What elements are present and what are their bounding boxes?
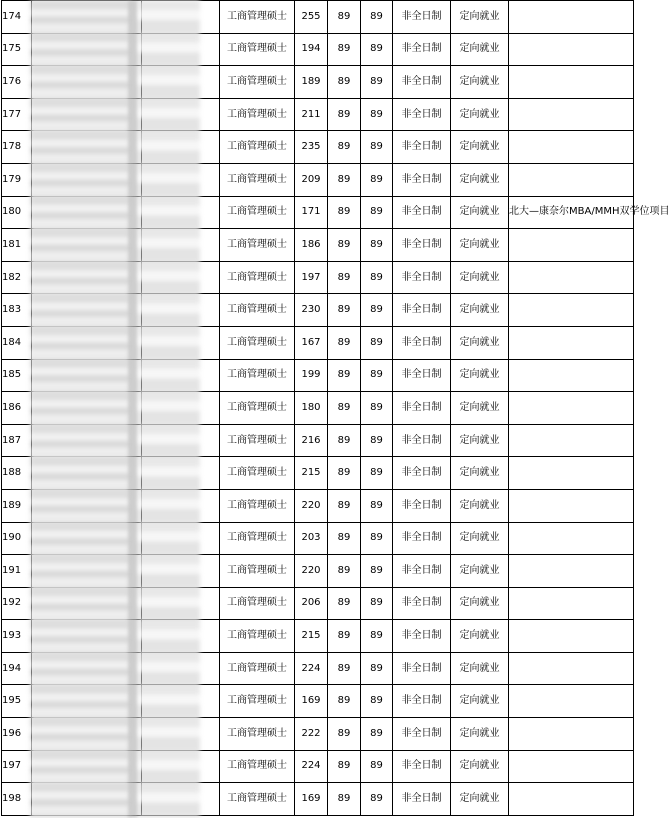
row-number-cell: 192 xyxy=(2,587,32,620)
row-number-cell: 190 xyxy=(2,522,32,555)
score-cell: 186 xyxy=(295,229,328,262)
major-cell: 工商管理硕士 xyxy=(220,457,295,490)
line-score-1-cell: 89 xyxy=(328,261,361,294)
table-row xyxy=(2,750,634,783)
line-score-1-cell: 89 xyxy=(328,392,361,425)
table-row xyxy=(2,522,634,555)
name-cell-redacted xyxy=(32,685,142,718)
line-score-1-cell: 89 xyxy=(328,294,361,327)
note-cell xyxy=(509,131,634,164)
major-cell: 工商管理硕士 xyxy=(220,489,295,522)
score-cell: 206 xyxy=(295,587,328,620)
name-cell-redacted xyxy=(32,229,142,262)
note-cell xyxy=(509,424,634,457)
score-cell: 224 xyxy=(295,750,328,783)
plan-type-cell: 定向就业 xyxy=(451,196,509,229)
study-type-cell: 非全日制 xyxy=(393,131,451,164)
study-type-cell: 非全日制 xyxy=(393,718,451,751)
major-cell: 工商管理硕士 xyxy=(220,326,295,359)
plan-type-cell: 定向就业 xyxy=(451,424,509,457)
row-number-cell: 181 xyxy=(2,229,32,262)
table-row xyxy=(2,163,634,196)
plan-type-cell: 定向就业 xyxy=(451,489,509,522)
line-score-1-cell: 89 xyxy=(328,457,361,490)
table-row xyxy=(2,392,634,425)
major-cell: 工商管理硕士 xyxy=(220,98,295,131)
table-row xyxy=(2,294,634,327)
score-cell: 169 xyxy=(295,783,328,816)
table-row xyxy=(2,457,634,490)
table-row xyxy=(2,98,634,131)
line-score-1-cell: 89 xyxy=(328,489,361,522)
study-type-cell: 非全日制 xyxy=(393,783,451,816)
name-cell-redacted xyxy=(32,196,142,229)
id-cell-redacted xyxy=(142,392,220,425)
score-cell: 215 xyxy=(295,620,328,653)
id-cell-redacted xyxy=(142,66,220,99)
plan-type-cell: 定向就业 xyxy=(451,66,509,99)
name-cell-redacted xyxy=(32,652,142,685)
score-cell: 235 xyxy=(295,131,328,164)
line-score-2-cell: 89 xyxy=(361,66,393,99)
plan-type-cell: 定向就业 xyxy=(451,555,509,588)
name-cell-redacted xyxy=(32,392,142,425)
study-type-cell: 非全日制 xyxy=(393,359,451,392)
study-type-cell: 非全日制 xyxy=(393,489,451,522)
name-cell-redacted xyxy=(32,359,142,392)
table-row xyxy=(2,131,634,164)
study-type-cell: 非全日制 xyxy=(393,33,451,66)
note-cell xyxy=(509,685,634,718)
plan-type-cell: 定向就业 xyxy=(451,131,509,164)
major-cell: 工商管理硕士 xyxy=(220,196,295,229)
id-cell-redacted xyxy=(142,424,220,457)
name-cell-redacted xyxy=(32,294,142,327)
name-cell-redacted xyxy=(32,1,142,34)
id-cell-redacted xyxy=(142,33,220,66)
score-cell: 220 xyxy=(295,489,328,522)
study-type-cell: 非全日制 xyxy=(393,685,451,718)
id-cell-redacted xyxy=(142,326,220,359)
table-row xyxy=(2,783,634,816)
line-score-1-cell: 89 xyxy=(328,750,361,783)
id-cell-redacted xyxy=(142,718,220,751)
major-cell: 工商管理硕士 xyxy=(220,131,295,164)
table-row xyxy=(2,326,634,359)
note-cell xyxy=(509,783,634,816)
major-cell: 工商管理硕士 xyxy=(220,718,295,751)
id-cell-redacted xyxy=(142,685,220,718)
row-number-cell: 179 xyxy=(2,163,32,196)
id-cell-redacted xyxy=(142,522,220,555)
study-type-cell: 非全日制 xyxy=(393,620,451,653)
study-type-cell: 非全日制 xyxy=(393,522,451,555)
row-number-cell: 187 xyxy=(2,424,32,457)
line-score-2-cell: 89 xyxy=(361,783,393,816)
id-cell-redacted xyxy=(142,750,220,783)
line-score-1-cell: 89 xyxy=(328,196,361,229)
table-row xyxy=(2,359,634,392)
line-score-2-cell: 89 xyxy=(361,98,393,131)
score-cell: 215 xyxy=(295,457,328,490)
row-number-cell: 174 xyxy=(2,1,32,34)
major-cell: 工商管理硕士 xyxy=(220,229,295,262)
name-cell-redacted xyxy=(32,555,142,588)
line-score-1-cell: 89 xyxy=(328,718,361,751)
table-row xyxy=(2,33,634,66)
line-score-2-cell: 89 xyxy=(361,424,393,457)
table-row xyxy=(2,555,634,588)
id-cell-redacted xyxy=(142,652,220,685)
name-cell-redacted xyxy=(32,718,142,751)
id-cell-redacted xyxy=(142,1,220,34)
id-cell-redacted xyxy=(142,555,220,588)
note-cell xyxy=(509,718,634,751)
note-cell xyxy=(509,652,634,685)
line-score-2-cell: 89 xyxy=(361,620,393,653)
major-cell: 工商管理硕士 xyxy=(220,652,295,685)
score-cell: 224 xyxy=(295,652,328,685)
major-cell: 工商管理硕士 xyxy=(220,359,295,392)
name-cell-redacted xyxy=(32,33,142,66)
major-cell: 工商管理硕士 xyxy=(220,392,295,425)
name-cell-redacted xyxy=(32,489,142,522)
name-cell-redacted xyxy=(32,98,142,131)
major-cell: 工商管理硕士 xyxy=(220,66,295,99)
id-cell-redacted xyxy=(142,620,220,653)
row-number-cell: 175 xyxy=(2,33,32,66)
line-score-2-cell: 89 xyxy=(361,229,393,262)
name-cell-redacted xyxy=(32,750,142,783)
line-score-1-cell: 89 xyxy=(328,424,361,457)
id-cell-redacted xyxy=(142,98,220,131)
table-row xyxy=(2,196,634,229)
id-cell-redacted xyxy=(142,131,220,164)
table-row xyxy=(2,229,634,262)
study-type-cell: 非全日制 xyxy=(393,163,451,196)
score-cell: 189 xyxy=(295,66,328,99)
major-cell: 工商管理硕士 xyxy=(220,294,295,327)
note-cell xyxy=(509,750,634,783)
line-score-2-cell: 89 xyxy=(361,33,393,66)
line-score-2-cell: 89 xyxy=(361,326,393,359)
major-cell: 工商管理硕士 xyxy=(220,750,295,783)
score-cell: 216 xyxy=(295,424,328,457)
note-cell xyxy=(509,359,634,392)
line-score-1-cell: 89 xyxy=(328,587,361,620)
score-cell: 222 xyxy=(295,718,328,751)
line-score-2-cell: 89 xyxy=(361,457,393,490)
table-row xyxy=(2,718,634,751)
name-cell-redacted xyxy=(32,457,142,490)
line-score-1-cell: 89 xyxy=(328,98,361,131)
row-number-cell: 198 xyxy=(2,783,32,816)
table-row xyxy=(2,261,634,294)
table-row xyxy=(2,685,634,718)
study-type-cell: 非全日制 xyxy=(393,66,451,99)
note-cell xyxy=(509,98,634,131)
major-cell: 工商管理硕士 xyxy=(220,555,295,588)
name-cell-redacted xyxy=(32,424,142,457)
line-score-2-cell: 89 xyxy=(361,261,393,294)
row-number-cell: 189 xyxy=(2,489,32,522)
row-number-cell: 195 xyxy=(2,685,32,718)
row-number-cell: 193 xyxy=(2,620,32,653)
row-number-cell: 182 xyxy=(2,261,32,294)
id-cell-redacted xyxy=(142,489,220,522)
note-cell xyxy=(509,1,634,34)
study-type-cell: 非全日制 xyxy=(393,424,451,457)
line-score-2-cell: 89 xyxy=(361,489,393,522)
note-cell xyxy=(509,261,634,294)
plan-type-cell: 定向就业 xyxy=(451,652,509,685)
study-type-cell: 非全日制 xyxy=(393,652,451,685)
line-score-2-cell: 89 xyxy=(361,685,393,718)
name-cell-redacted xyxy=(32,783,142,816)
line-score-2-cell: 89 xyxy=(361,1,393,34)
name-cell-redacted xyxy=(32,66,142,99)
study-type-cell: 非全日制 xyxy=(393,196,451,229)
line-score-2-cell: 89 xyxy=(361,163,393,196)
table-row xyxy=(2,620,634,653)
line-score-2-cell: 89 xyxy=(361,587,393,620)
score-cell: 169 xyxy=(295,685,328,718)
id-cell-redacted xyxy=(142,457,220,490)
note-cell xyxy=(509,229,634,262)
line-score-1-cell: 89 xyxy=(328,33,361,66)
study-type-cell: 非全日制 xyxy=(393,1,451,34)
plan-type-cell: 定向就业 xyxy=(451,33,509,66)
study-type-cell: 非全日制 xyxy=(393,326,451,359)
note-cell xyxy=(509,392,634,425)
score-cell: 220 xyxy=(295,555,328,588)
note-cell xyxy=(509,620,634,653)
study-type-cell: 非全日制 xyxy=(393,261,451,294)
line-score-1-cell: 89 xyxy=(328,163,361,196)
plan-type-cell: 定向就业 xyxy=(451,750,509,783)
note-cell xyxy=(509,294,634,327)
plan-type-cell: 定向就业 xyxy=(451,392,509,425)
line-score-1-cell: 89 xyxy=(328,620,361,653)
plan-type-cell: 定向就业 xyxy=(451,457,509,490)
plan-type-cell: 定向就业 xyxy=(451,359,509,392)
id-cell-redacted xyxy=(142,163,220,196)
row-number-cell: 184 xyxy=(2,326,32,359)
table-row xyxy=(2,652,634,685)
plan-type-cell: 定向就业 xyxy=(451,261,509,294)
score-cell: 171 xyxy=(295,196,328,229)
plan-type-cell: 定向就业 xyxy=(451,163,509,196)
id-cell-redacted xyxy=(142,783,220,816)
line-score-1-cell: 89 xyxy=(328,229,361,262)
id-cell-redacted xyxy=(142,261,220,294)
study-type-cell: 非全日制 xyxy=(393,555,451,588)
line-score-2-cell: 89 xyxy=(361,196,393,229)
line-score-1-cell: 89 xyxy=(328,783,361,816)
score-cell: 197 xyxy=(295,261,328,294)
plan-type-cell: 定向就业 xyxy=(451,294,509,327)
note-cell xyxy=(509,66,634,99)
admission-list-table xyxy=(1,0,669,816)
note-cell xyxy=(509,587,634,620)
major-cell: 工商管理硕士 xyxy=(220,261,295,294)
study-type-cell: 非全日制 xyxy=(393,229,451,262)
score-cell: 199 xyxy=(295,359,328,392)
score-cell: 255 xyxy=(295,1,328,34)
score-cell: 194 xyxy=(295,33,328,66)
note-cell xyxy=(509,555,634,588)
major-cell: 工商管理硕士 xyxy=(220,163,295,196)
line-score-1-cell: 89 xyxy=(328,359,361,392)
major-cell: 工商管理硕士 xyxy=(220,587,295,620)
note-cell: 北大—康奈尔MBA/MMH双学位项目 xyxy=(509,196,634,229)
row-number-cell: 197 xyxy=(2,750,32,783)
name-cell-redacted xyxy=(32,261,142,294)
score-cell: 209 xyxy=(295,163,328,196)
note-cell xyxy=(509,522,634,555)
major-cell: 工商管理硕士 xyxy=(220,33,295,66)
table-row xyxy=(2,424,634,457)
score-cell: 180 xyxy=(295,392,328,425)
study-type-cell: 非全日制 xyxy=(393,98,451,131)
name-cell-redacted xyxy=(32,131,142,164)
plan-type-cell: 定向就业 xyxy=(451,522,509,555)
name-cell-redacted xyxy=(32,326,142,359)
line-score-2-cell: 89 xyxy=(361,522,393,555)
row-number-cell: 180 xyxy=(2,196,32,229)
major-cell: 工商管理硕士 xyxy=(220,522,295,555)
study-type-cell: 非全日制 xyxy=(393,392,451,425)
score-cell: 167 xyxy=(295,326,328,359)
table-row xyxy=(2,489,634,522)
id-cell-redacted xyxy=(142,587,220,620)
line-score-1-cell: 89 xyxy=(328,652,361,685)
score-cell: 203 xyxy=(295,522,328,555)
row-number-cell: 185 xyxy=(2,359,32,392)
id-cell-redacted xyxy=(142,229,220,262)
line-score-1-cell: 89 xyxy=(328,555,361,588)
line-score-2-cell: 89 xyxy=(361,555,393,588)
table-body xyxy=(2,1,669,816)
line-score-2-cell: 89 xyxy=(361,131,393,164)
study-type-cell: 非全日制 xyxy=(393,294,451,327)
plan-type-cell: 定向就业 xyxy=(451,1,509,34)
row-number-cell: 186 xyxy=(2,392,32,425)
row-number-cell: 176 xyxy=(2,66,32,99)
line-score-2-cell: 89 xyxy=(361,750,393,783)
row-number-cell: 188 xyxy=(2,457,32,490)
row-number-cell: 196 xyxy=(2,718,32,751)
plan-type-cell: 定向就业 xyxy=(451,718,509,751)
major-cell: 工商管理硕士 xyxy=(220,685,295,718)
row-number-cell: 183 xyxy=(2,294,32,327)
line-score-2-cell: 89 xyxy=(361,718,393,751)
note-cell xyxy=(509,326,634,359)
major-cell: 工商管理硕士 xyxy=(220,424,295,457)
line-score-2-cell: 89 xyxy=(361,392,393,425)
plan-type-cell: 定向就业 xyxy=(451,620,509,653)
id-cell-redacted xyxy=(142,359,220,392)
table-row xyxy=(2,66,634,99)
score-cell: 230 xyxy=(295,294,328,327)
name-cell-redacted xyxy=(32,522,142,555)
line-score-1-cell: 89 xyxy=(328,685,361,718)
id-cell-redacted xyxy=(142,196,220,229)
line-score-1-cell: 89 xyxy=(328,66,361,99)
plan-type-cell: 定向就业 xyxy=(451,783,509,816)
plan-type-cell: 定向就业 xyxy=(451,229,509,262)
note-cell xyxy=(509,489,634,522)
major-cell: 工商管理硕士 xyxy=(220,783,295,816)
study-type-cell: 非全日制 xyxy=(393,587,451,620)
name-cell-redacted xyxy=(32,163,142,196)
line-score-2-cell: 89 xyxy=(361,294,393,327)
name-cell-redacted xyxy=(32,620,142,653)
note-cell xyxy=(509,457,634,490)
row-number-cell: 178 xyxy=(2,131,32,164)
score-cell: 211 xyxy=(295,98,328,131)
major-cell: 工商管理硕士 xyxy=(220,1,295,34)
note-cell xyxy=(509,33,634,66)
plan-type-cell: 定向就业 xyxy=(451,98,509,131)
row-number-cell: 194 xyxy=(2,652,32,685)
row-number-cell: 191 xyxy=(2,555,32,588)
line-score-2-cell: 89 xyxy=(361,652,393,685)
plan-type-cell: 定向就业 xyxy=(451,685,509,718)
line-score-1-cell: 89 xyxy=(328,522,361,555)
note-cell xyxy=(509,163,634,196)
id-cell-redacted xyxy=(142,294,220,327)
plan-type-cell: 定向就业 xyxy=(451,587,509,620)
line-score-1-cell: 89 xyxy=(328,1,361,34)
row-number-cell: 177 xyxy=(2,98,32,131)
study-type-cell: 非全日制 xyxy=(393,457,451,490)
major-cell: 工商管理硕士 xyxy=(220,620,295,653)
name-cell-redacted xyxy=(32,587,142,620)
line-score-1-cell: 89 xyxy=(328,326,361,359)
plan-type-cell: 定向就业 xyxy=(451,326,509,359)
line-score-2-cell: 89 xyxy=(361,359,393,392)
study-type-cell: 非全日制 xyxy=(393,750,451,783)
line-score-1-cell: 89 xyxy=(328,131,361,164)
table-row xyxy=(2,1,634,34)
table-row xyxy=(2,587,634,620)
